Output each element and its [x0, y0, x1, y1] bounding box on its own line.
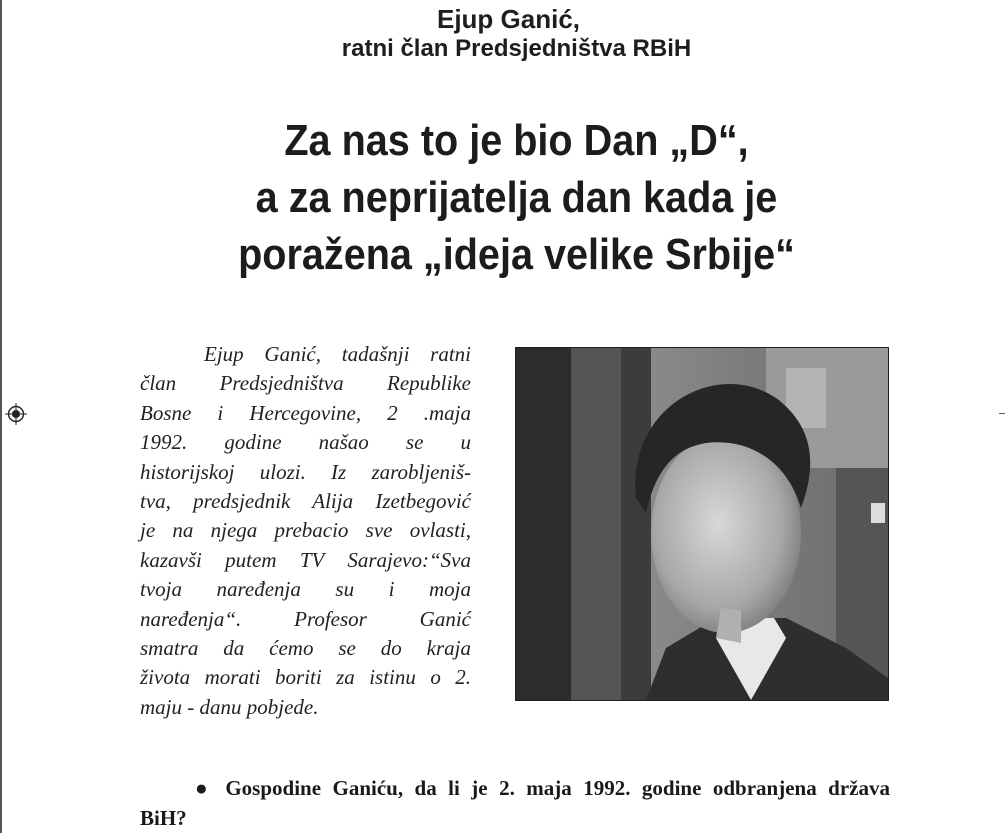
question-line: BiH? [140, 806, 187, 830]
headline-line: poražena „ideja velike Srbije“ [238, 230, 795, 279]
intro-line: historijskoj ulozi. Iz zarobljeniš- [140, 459, 471, 484]
intro-line: života morati boriti za istinu o 2. [140, 665, 471, 690]
crop-tick-mark [999, 413, 1005, 414]
intro-line: Bosne i Hercegovine, 2 .maja [140, 400, 471, 425]
headline-line: a za neprijatelja dan kada je [255, 173, 778, 222]
article-headline [64, 112, 969, 283]
intro-line: smatra da ćemo se do kraja [140, 635, 471, 660]
page-edge-line [0, 0, 2, 833]
intro-line: kazavši putem TV Sarajevo:“Sva [140, 547, 471, 572]
registration-mark-icon [5, 403, 27, 425]
intro-line: Ejup Ganić, tadašnji ratni [204, 342, 471, 366]
article-subtitle [6, 4, 1005, 64]
intro-paragraph [140, 340, 471, 722]
question-line [140, 773, 890, 803]
bullet-icon: ● [195, 776, 214, 800]
intro-line: tvoja naređenja su i moja [140, 577, 471, 602]
intro-line: je na njega prebacio sve ovlasti, [140, 518, 471, 543]
intro-line: naređenja“. Profesor Ganić [140, 606, 471, 631]
portrait-photo [515, 347, 889, 701]
intro-line: 1992. godine našao se u [140, 430, 471, 455]
interview-question [140, 773, 890, 833]
headline-line: Za nas to je bio Dan „D“, [284, 116, 749, 165]
intro-line: maju - danu pobjede. [140, 694, 319, 719]
person-role: ratni član Predsjedništva RBiH [341, 35, 692, 62]
intro-line: član Predsjedništva Republike [140, 371, 471, 396]
person-name: Ejup Ganić, [436, 4, 581, 34]
question-text: Gospodine Ganiću, da li je 2. maja 1992. godine odbranjena država [225, 776, 890, 800]
intro-line: tva, predsjednik Alija Izetbegović [140, 488, 471, 513]
